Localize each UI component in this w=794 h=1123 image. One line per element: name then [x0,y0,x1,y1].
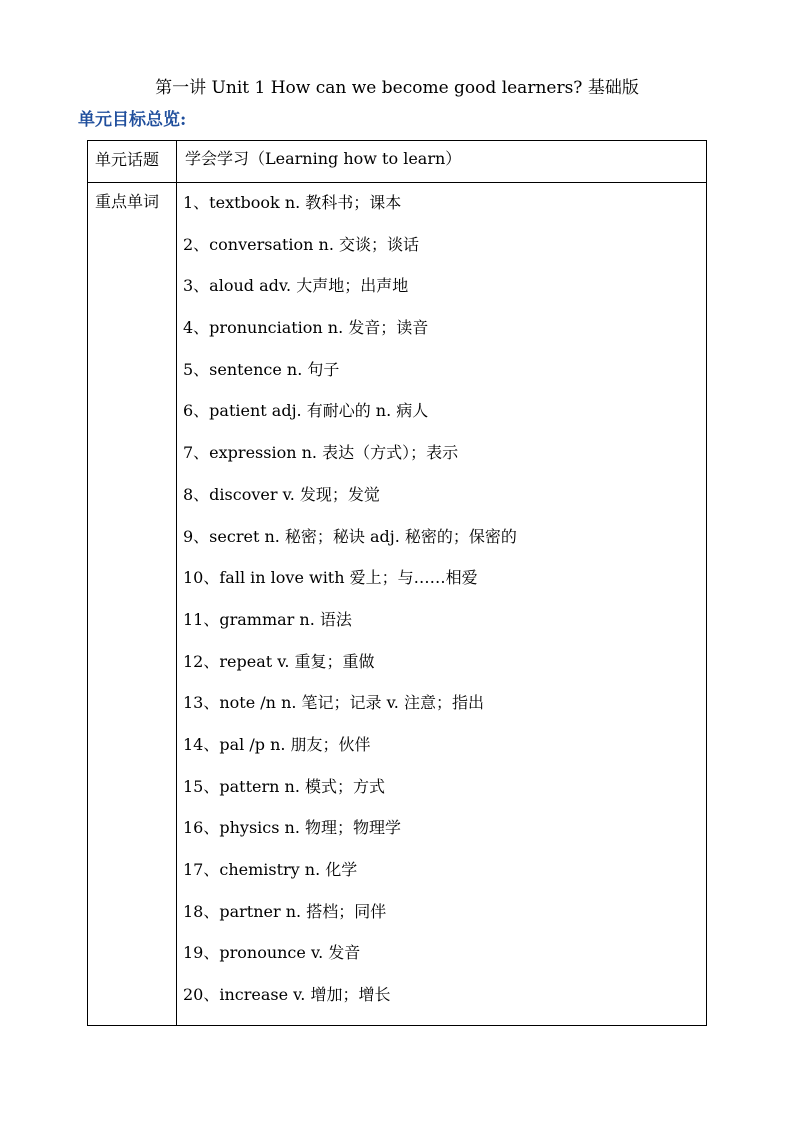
word-item: 16、physics n. 物理；物理学 [183,818,402,838]
section-heading: 单元目标总览: [78,110,187,130]
word-item: 3、aloud adv. 大声地；出声地 [183,276,409,296]
word-item: 11、grammar n. 语法 [183,609,352,629]
word-item: 5、sentence n. 句子 [183,359,340,379]
word-item: 19、pronounce v. 发音 [183,943,361,963]
word-item: 1、textbook n. 教科书；课本 [183,193,402,212]
word-item: 10、fall in love with 爱上；与……相爱 [183,568,478,588]
topic-value: 学会学习（Learning how to learn） [177,141,707,183]
word-item: 15、pattern n. 模式；方式 [183,776,385,796]
words-label: 重点单词 [88,183,177,1026]
word-item: 14、pal /p n. 朋友；伙伴 [183,734,371,754]
word-item: 13、note /n n. 笔记；记录 v. 注意；指出 [183,693,484,713]
word-item: 2、conversation n. 交谈；谈话 [183,234,420,254]
words-cell [177,183,707,1026]
topic-row [88,141,707,183]
word-item: 20、increase v. 增加；增长 [183,985,391,1005]
word-list [183,191,706,1025]
word-item: 17、chemistry n. 化学 [183,860,358,879]
word-item: 7、expression n. 表达（方式）；表示 [183,443,459,463]
word-item: 8、discover v. 发现；发觉 [183,484,380,504]
word-item: 12、repeat v. 重复；重做 [183,651,375,671]
word-item: 6、patient adj. 有耐心的 n. 病人 [183,401,429,421]
topic-label: 单元话题 [88,141,177,183]
unit-overview-table [87,140,707,1026]
word-item: 4、pronunciation n. 发音；读音 [183,318,429,338]
document-title: 第一讲 Unit 1 How can we become good learners? 基础版 [155,78,639,98]
words-row [88,183,707,1026]
word-item: 9、secret n. 秘密；秘诀 adj. 秘密的；保密的 [183,526,517,546]
word-item: 18、partner n. 搭档；同伴 [183,901,387,921]
